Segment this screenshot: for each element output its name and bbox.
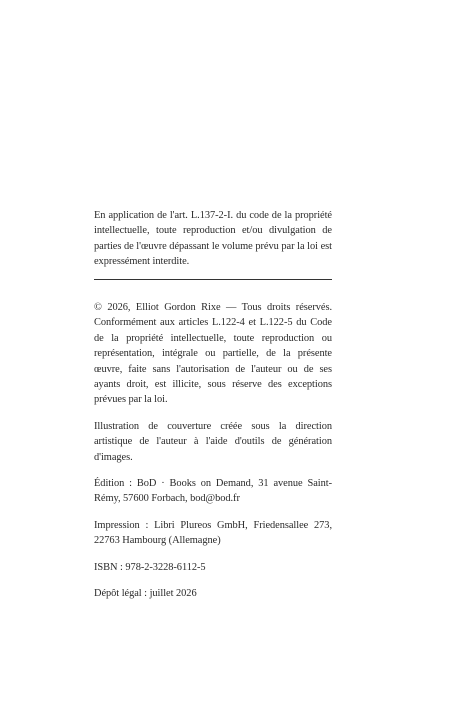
impression-info: Impression : Libri Plureos GmbH, Friedensallee 273, 22763 Hambourg (Allemagne): [94, 519, 332, 547]
legal-info-block: [94, 300, 332, 613]
isbn: ISBN : 978-2-3228-6112-5: [94, 561, 206, 573]
edition-info: Édition : BoD · Books on Demand, 31 avenue Saint-Rémy, 57600 Forbach, bod@bod.fr: [94, 478, 332, 505]
depot-legal: Dépôt légal : juillet 2026: [94, 588, 197, 600]
separator-rule: [94, 279, 332, 280]
illustration-credit: Illustration de couverture créée sous la direction artistique de l'auteur à l'aide d'outils de génération d'images.: [94, 420, 332, 463]
legal-notice-text: En application de l'art. L.137-2-I. du code de la propriété intellectuelle, toute reproduction et/ou divulgation de parties de l'œuvre dépassant le volume prévu par la loi est expressément interdite.: [94, 210, 332, 268]
copyright-paragraph: © 2026, Elliot Gordon Rixe — Tous droits réservés. Conformément aux articles L.122-4 et L.122-5 du Code de la propriété intellectuelle, toute reproduction ou représentation, intégrale ou partielle, de la présente œuvre, faite sans l'autorisation de l'auteur ou de ses ayants droit, est illicite, sous réserve des exceptions prévues par la loi.: [94, 302, 332, 406]
legal-notice-block: [94, 208, 332, 270]
